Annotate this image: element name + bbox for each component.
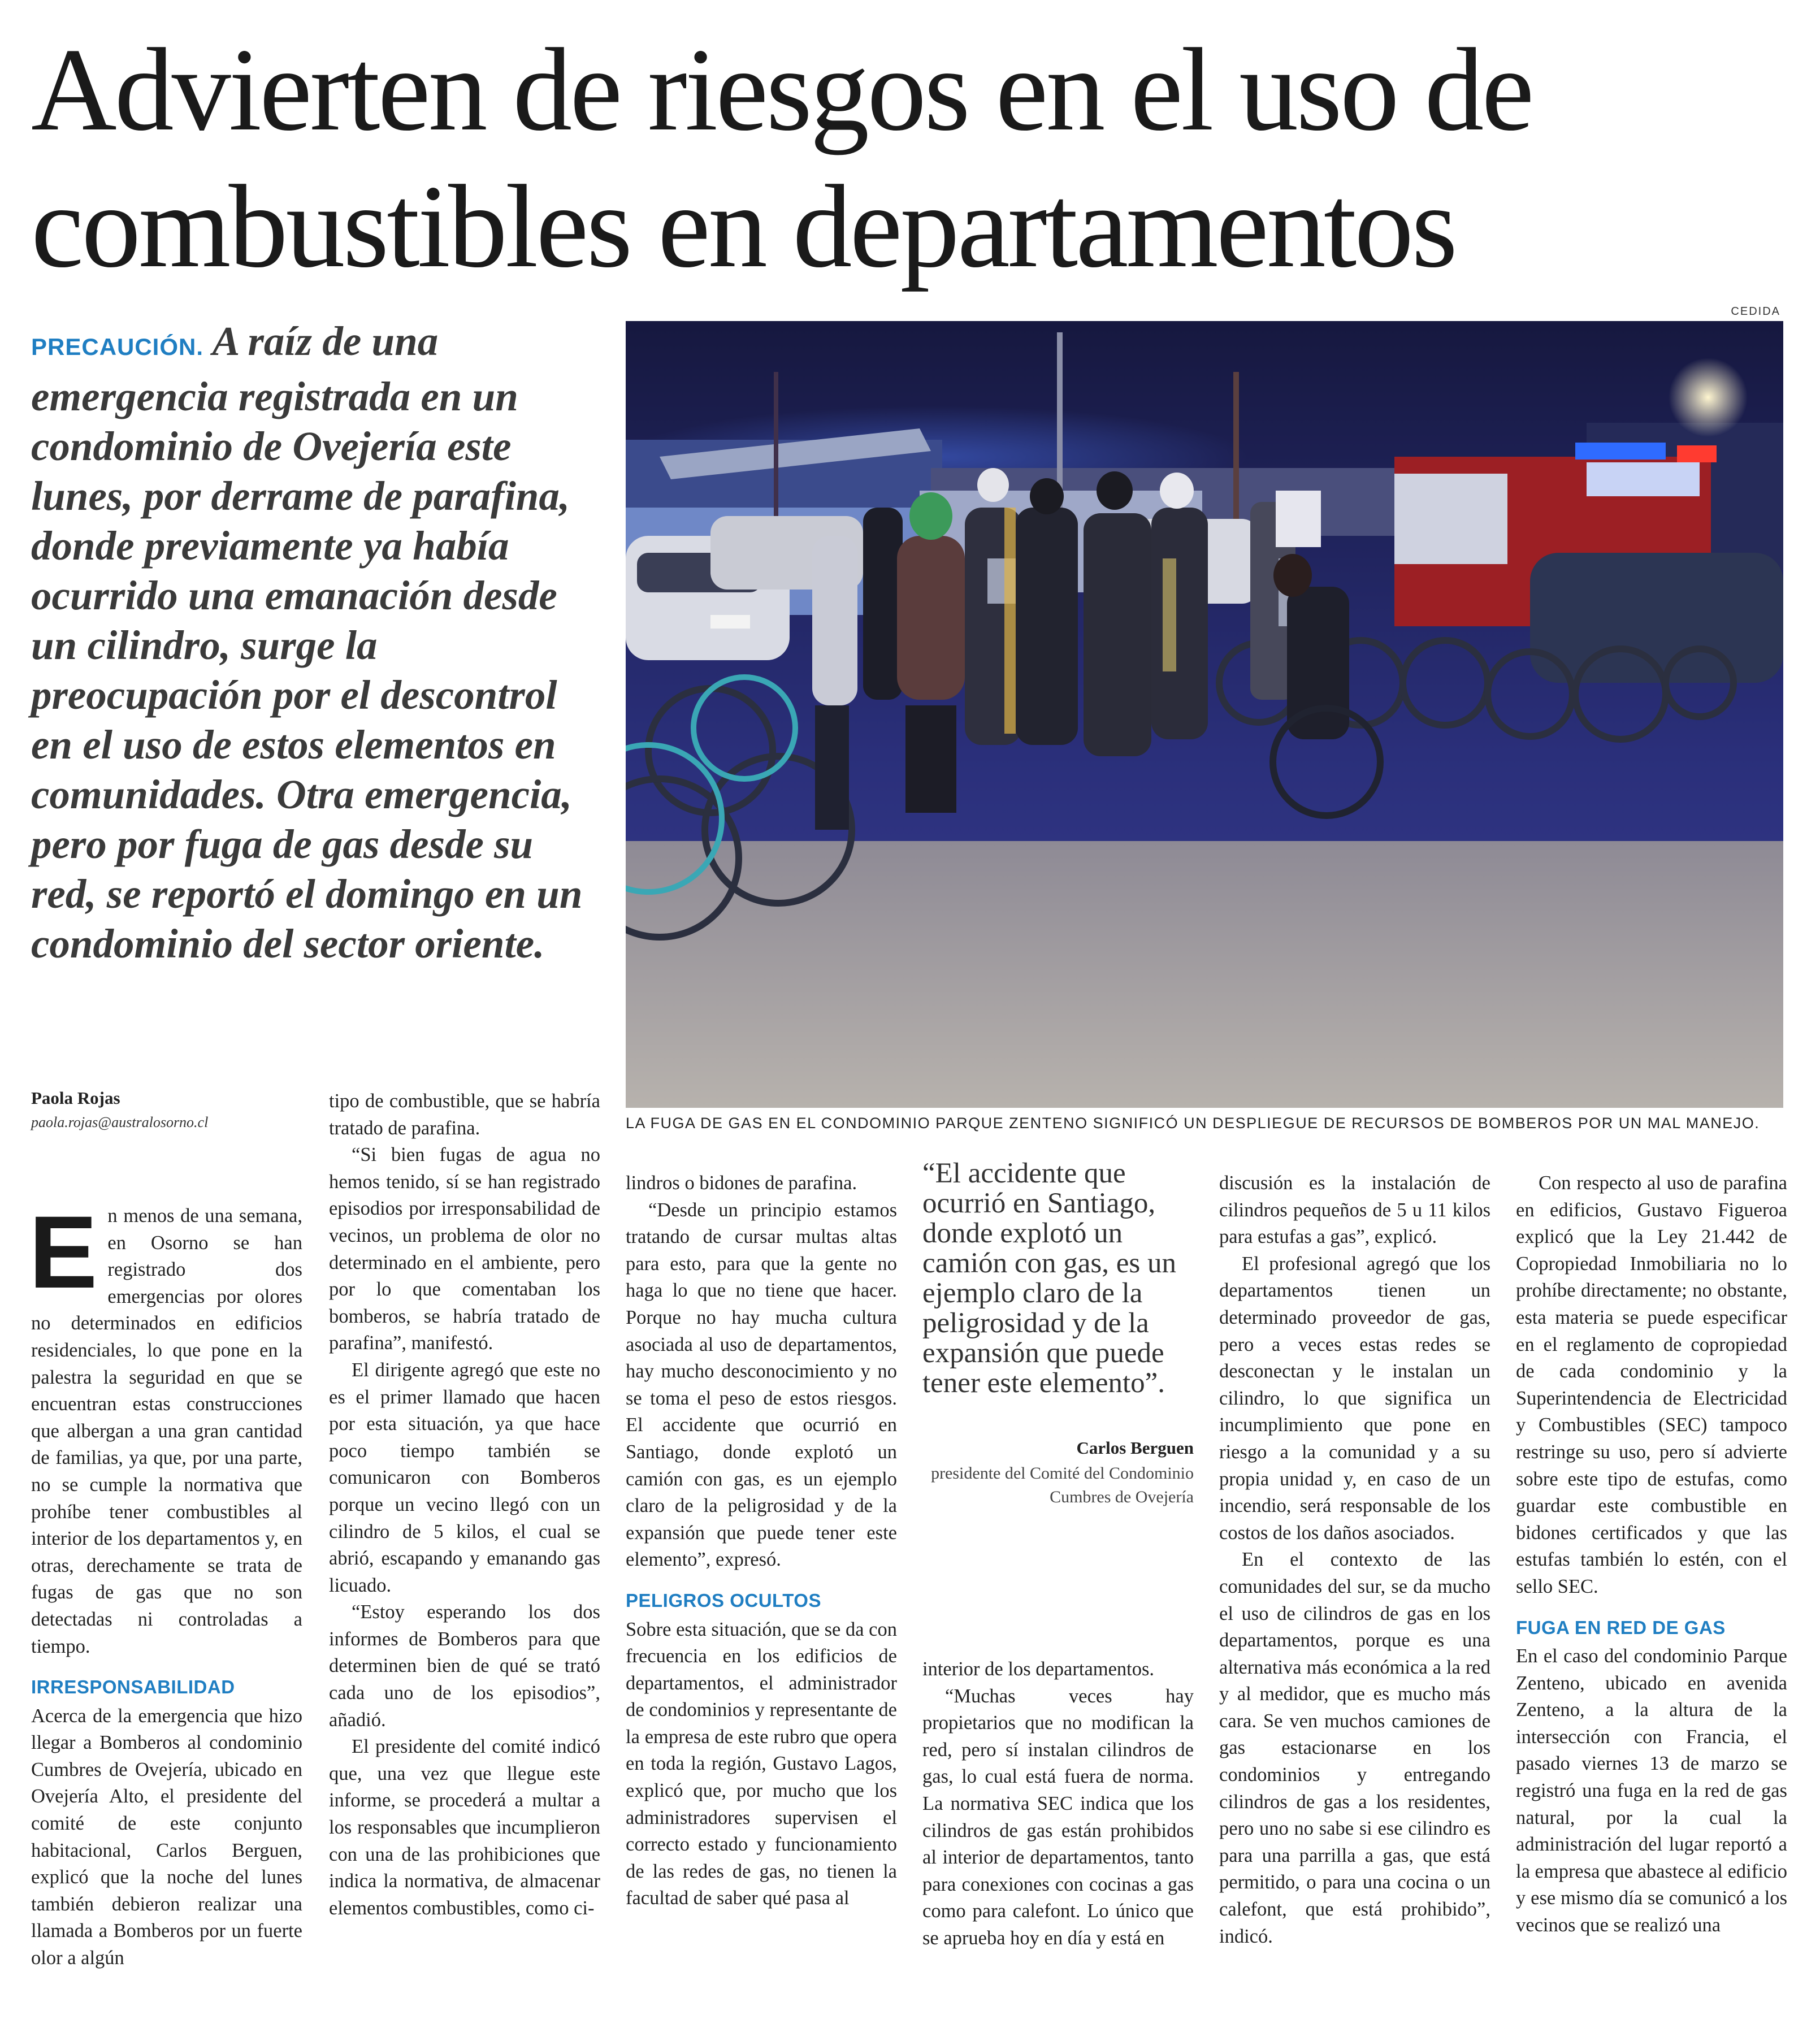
photo-credit: CEDIDA	[1731, 305, 1780, 318]
column-2	[329, 1088, 600, 1922]
pull-quote-text: “El accidente que ocurrió en Santiago, donde explotó un camión con gas, es un ejemplo claro de la peligrosidad y de la expansión que puede tener este elemento”.	[922, 1158, 1176, 1399]
col1-p1-text: n menos de una semana, en Osorno se han registrado dos emergencias por olores no determinados en edificios residenciales, lo que pone en la palestra la seguridad en que se encuentran estas construcciones que albergan a una gran cantidad de familias, ya que, por una parte, no se cumple la normativa que prohíbe tener combustibles al interior de los departamentos y, en otras, derechamente se trata de fugas de gas que no son detectadas ni controladas a tiempo.	[31, 1205, 302, 1657]
column-3	[626, 1170, 897, 1912]
drop-cap: E	[29, 1194, 98, 1310]
col5-paragraph-3: En el contexto de las comunidades del sur, se da mucho el uso de cilindros de gas en los departamentos, porque es una alternativa más económica a la red y al medidor, que es mucho más cara. Se ven muchos camiones de gas estacionarse en los condominios y entregando cilindros de gas a los residentes, pero uno no sabe si ese cilindro es para una parrilla a gas, que está permitido, o para una cocina o un calefont, que está prohibido”, indicó.	[1219, 1549, 1490, 1947]
col2-paragraph-3: El dirigente agregó que este no es el primer llamado que hacen por esta situación, ya que hace poco tiempo también se comunicaron con Bomberos porque un vecino llegó con un cilindro de 5 kilos, el cual se abrió, escapando y emanando gas licuado.	[329, 1359, 600, 1596]
col3-paragraph-1: lindros o bidones de parafina.	[626, 1172, 857, 1194]
pull-quote-role: presidente del Comité del Condominio Cumbres de Ovejería	[931, 1464, 1194, 1506]
pull-quote-name: Carlos Berguen	[1076, 1438, 1194, 1458]
col2-paragraph-2: “Si bien fugas de agua no hemos tenido, sí se han registrado episodios por irresponsabilidad de vecinos, un problema de olor no determinado en el ambiente, pero por lo que comentaban los bomberos, se habría tratado de parafina”, manifestó.	[329, 1144, 600, 1354]
col2-paragraph-4: “Estoy esperando los dos informes de Bomberos para que determinen bien de qué se trató cada uno de los episodios”, añadió.	[329, 1601, 600, 1731]
column-5	[1219, 1170, 1490, 1950]
col3-paragraph-3: Sobre esta situación, que se da con frecuencia en los edificios de departamentos, el administrador de condominios y representante de la empresa de este rubro que opera en toda la región, Gustavo Lagos, explicó que, por mucho que los administradores supervisen el correcto estado y funcionamiento de las redes de gas, no tienen la facultad de saber qué pasa al	[626, 1618, 897, 1909]
headline: Advierten de riesgos en el uso de combustibles en departamentos	[31, 24, 1532, 292]
col4-paragraph-2: “Muchas veces hay propietarios que no modifican la red, pero sí instalan cilindros de gas, lo cual está fuera de norma. La normativa SEC indica que los cilindros de gas están prohibidos al interior de departamentos, tanto para conexiones con cocinas a gas como para calefont. Lo único que se aprueba hoy en día y está en	[922, 1685, 1194, 1949]
column-6	[1516, 1170, 1787, 1939]
col1-paragraph-1	[29, 1194, 302, 1660]
col5-paragraph-1: discusión es la instalación de cilindros pequeños de 5 u 11 kilos para estufas a gas”, explicó.	[1219, 1172, 1490, 1248]
news-photo	[626, 321, 1783, 1108]
subhead-irresponsabilidad: IRRESPONSABILIDAD	[31, 1676, 235, 1698]
col2-paragraph-5: El presidente del comité indicó que, una vez que llegue este informe, se procederá a multar a los responsables que incumplieron con una de las prohibiciones que indica la normativa, de almacenar elementos combustibles, como ci-	[329, 1736, 600, 1919]
col6-paragraph-2: En el caso del condominio Parque Zenteno, ubicado en avenida Zenteno, a la altura de la intersección con Francia, el pasado viernes 13 de marzo se registró una fuga en la red de gas natural, por la cual la administración del lugar reportó a la empresa que abastece al edificio y ese mismo día se comunicó a los vecinos que se realizó una	[1516, 1645, 1787, 1936]
lead-kicker: PRECAUCIÓN.	[31, 333, 204, 360]
author-name: Paola Rojas	[31, 1088, 120, 1108]
col3-paragraph-2: “Desde un principio estamos tratando de cursar multas altas para esto, para que la gente no haga lo que no tiene que hacer. Porque no hay mucha cultura asociada al uso de departamentos, hay mucho desconocimiento y no se toma el peso de estos riesgos. El accidente que ocurrió en Santiago, donde explotó un camión con gas, es un ejemplo claro de la peligrosidad y de la expansión que puede tener este elemento”, expresó.	[626, 1199, 897, 1571]
lead-paragraph	[31, 317, 596, 969]
author-email[interactable]: paola.rojas@australosorno.cl	[31, 1114, 209, 1130]
column-4	[922, 1656, 1194, 1952]
col5-paragraph-2: El profesional agregó que los departamentos tienen un determinado proveedor de gas, pero a veces estas redes se desconectan y le instalan un cilindro, lo que significa un incumplimiento que pone en riesgo a la comunidad y a su propia unidad y, en caso de un incendio, será responsable de los costos de los daños asociados.	[1219, 1253, 1490, 1544]
lead-text: A raíz de una emergencia registrada en un condominio de Ovejería este lunes, por derrame de parafina, donde previamente ya había ocurrido una emanación desde un cilindro, surge la preocupación por el descontrol en el uso de estos elementos en comunidades. Otra emergencia, pero por fuga de gas desde su red, se reportó el domingo en un condominio del sector oriente.	[31, 318, 583, 967]
col6-paragraph-1: Con respecto al uso de parafina en edificios, Gustavo Figueroa explicó que la Ley 21.442 de Copropiedad Inmobiliaria no lo prohíbe directamente; no obstante, esta materia se puede especificar en el reglamento de copropiedad de cada condominio y la Superintendencia de Electricidad y Combustibles (SEC) tampoco restringe su uso, pero sí advierte sobre este tipo de estufas, como guardar este combustible en bidones certificados y que las estufas también lo estén, con el sello SEC.	[1516, 1172, 1787, 1597]
byline	[31, 1088, 302, 1131]
col1-paragraph-2: Acerca de la emergencia que hizo llegar a Bomberos al condominio Cumbres de Ovejería, ubicado en Ovejería Alto, el presidente del comité de este conjunto habitacional, Carlos Berguen, explicó que la noche del lunes también debieron realizar una llamada a Bomberos por un fuerte olor a algún	[31, 1705, 302, 1969]
column-1	[29, 1194, 302, 1972]
photo-caption: LA FUGA DE GAS EN EL CONDOMINIO PARQUE ZENTENO SIGNIFICÓ UN DESPLIEGUE DE RECURSOS DE BOMBEROS POR UN MAL MANEJO.	[626, 1115, 1760, 1132]
subhead-peligros-ocultos: PELIGROS OCULTOS	[626, 1589, 821, 1611]
subhead-fuga-en-red-de-gas: FUGA EN RED DE GAS	[1516, 1617, 1726, 1638]
pull-quote	[922, 1159, 1194, 1509]
col4-paragraph-1: interior de los departamentos.	[922, 1658, 1155, 1680]
col2-paragraph-1: tipo de combustible, que se habría tratado de parafina.	[329, 1090, 600, 1139]
